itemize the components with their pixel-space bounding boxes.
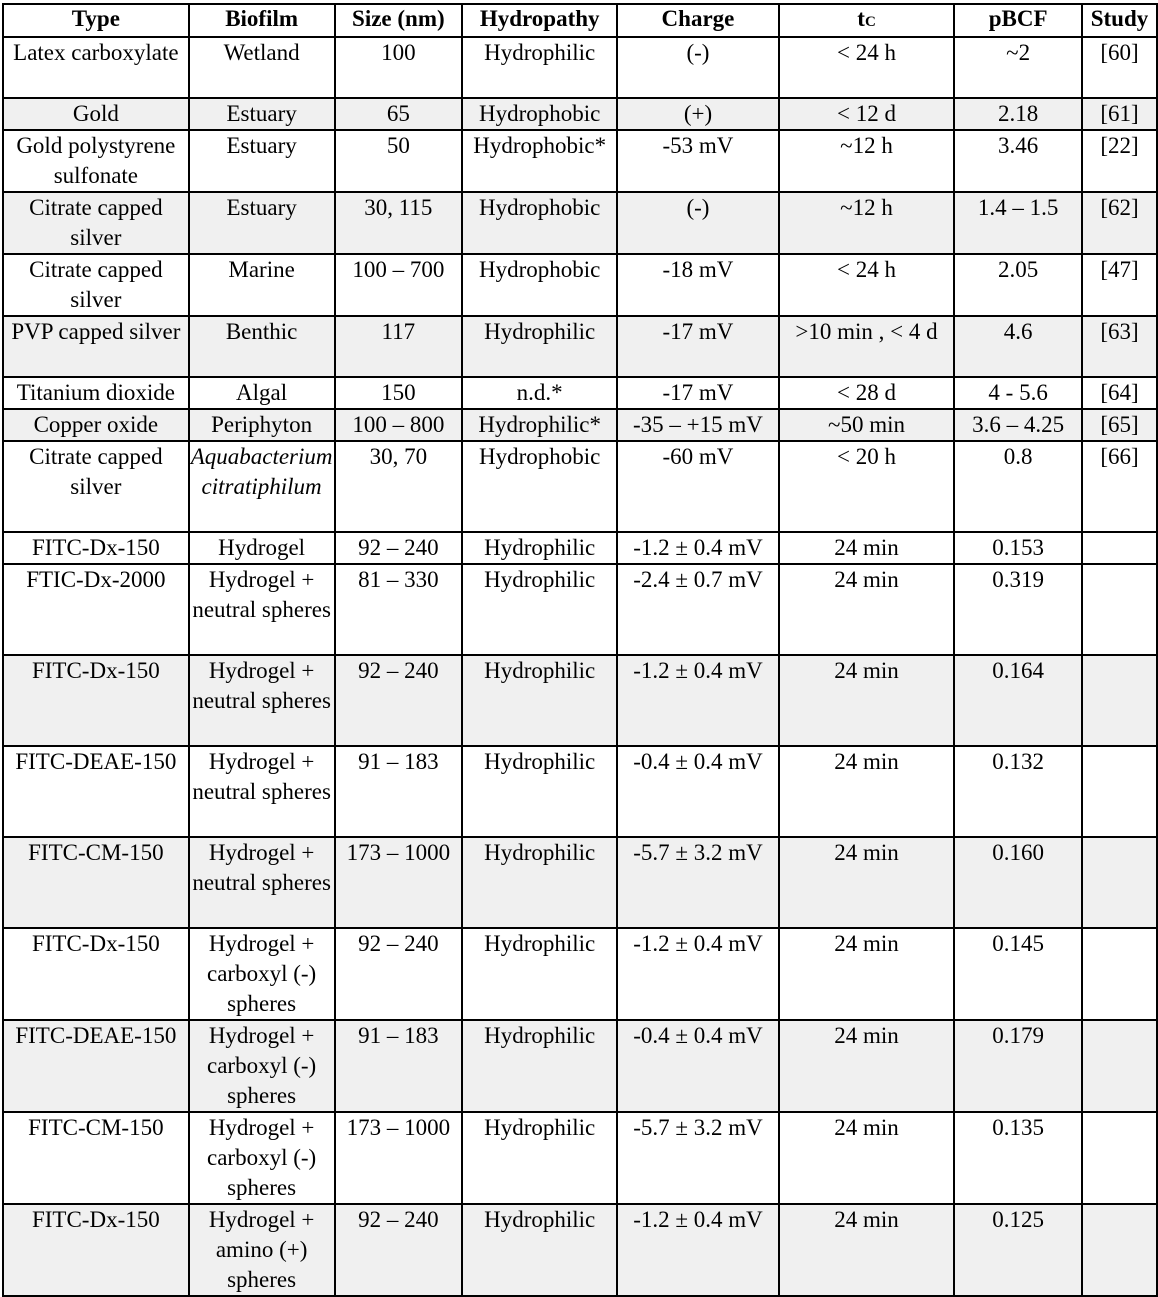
cell-tc: 24 min [779, 532, 954, 564]
cell-hydropathy: n.d.* [462, 377, 617, 409]
cell-hydropathy: Hydrophilic [462, 564, 617, 655]
cell-type: PVP capped silver [3, 316, 189, 377]
cell-tc: ~12 h [779, 192, 954, 254]
cell-size: 92 – 240 [335, 928, 463, 1020]
cell-pbcf: 0.319 [954, 564, 1082, 655]
table-row [3, 1112, 1157, 1204]
cell-study [1082, 1020, 1157, 1112]
cell-study [1082, 1204, 1157, 1296]
cell-hydropathy: Hydrophilic [462, 1204, 617, 1296]
cell-tc: 24 min [779, 837, 954, 928]
cell-charge: -2.4 ± 0.7 mV [617, 564, 779, 655]
table-row [3, 746, 1157, 837]
cell-tc: < 24 h [779, 37, 954, 98]
cell-size: 100 – 800 [335, 409, 463, 441]
cell-tc: ~12 h [779, 130, 954, 192]
cell-size: 100 [335, 37, 463, 98]
cell-size: 91 – 183 [335, 746, 463, 837]
cell-type: FITC-DEAE-150 [3, 1020, 189, 1112]
cell-pbcf: 3.46 [954, 130, 1082, 192]
table-row [3, 837, 1157, 928]
cell-pbcf: ~2 [954, 37, 1082, 98]
table-row [3, 409, 1157, 441]
cell-study [1082, 1112, 1157, 1204]
header-row [3, 4, 1157, 37]
cell-biofilm: Hydrogel + carboxyl (-) spheres [189, 1112, 335, 1204]
cell-charge: -5.7 ± 3.2 mV [617, 1112, 779, 1204]
table-row [3, 37, 1157, 98]
cell-hydropathy: Hydrophobic [462, 254, 617, 316]
cell-biofilm: Periphyton [189, 409, 335, 441]
cell-pbcf: 0.132 [954, 746, 1082, 837]
cell-charge: -1.2 ± 0.4 mV [617, 532, 779, 564]
cell-type: Gold polystyrene sulfonate [3, 130, 189, 192]
header-tc [779, 4, 954, 37]
header-study: Study [1082, 4, 1157, 37]
cell-tc: ~50 min [779, 409, 954, 441]
table-row [3, 655, 1157, 746]
cell-study: [61] [1082, 98, 1157, 130]
header-biofilm: Biofilm [189, 4, 335, 37]
cell-type: FITC-DEAE-150 [3, 746, 189, 837]
cell-tc: 24 min [779, 655, 954, 746]
cell-size: 100 – 700 [335, 254, 463, 316]
cell-biofilm: Hydrogel + neutral spheres [189, 837, 335, 928]
cell-charge: (-) [617, 192, 779, 254]
cell-charge: -1.2 ± 0.4 mV [617, 1204, 779, 1296]
cell-biofilm: Hydrogel + neutral spheres [189, 564, 335, 655]
cell-type: Titanium dioxide [3, 377, 189, 409]
cell-size: 91 – 183 [335, 1020, 463, 1112]
cell-charge: -18 mV [617, 254, 779, 316]
cell-size: 50 [335, 130, 463, 192]
cell-hydropathy: Hydrophilic [462, 1020, 617, 1112]
table-row [3, 316, 1157, 377]
cell-tc: 24 min [779, 1112, 954, 1204]
cell-type: Gold [3, 98, 189, 130]
cell-type: FITC-Dx-150 [3, 655, 189, 746]
cell-size: 92 – 240 [335, 532, 463, 564]
cell-biofilm: Hydrogel + amino (+) spheres [189, 1204, 335, 1296]
cell-study: [63] [1082, 316, 1157, 377]
header-charge: Charge [617, 4, 779, 37]
cell-size: 81 – 330 [335, 564, 463, 655]
cell-pbcf: 0.179 [954, 1020, 1082, 1112]
table-body [3, 37, 1157, 1296]
cell-charge: -60 mV [617, 441, 779, 532]
header-tc-sub: C [864, 14, 876, 30]
cell-biofilm: Algal [189, 377, 335, 409]
table-row [3, 130, 1157, 192]
cell-charge: (+) [617, 98, 779, 130]
cell-study: [47] [1082, 254, 1157, 316]
table-row [3, 441, 1157, 532]
cell-pbcf: 4.6 [954, 316, 1082, 377]
cell-type: FTIC-Dx-2000 [3, 564, 189, 655]
cell-charge: -0.4 ± 0.4 mV [617, 1020, 779, 1112]
cell-study [1082, 564, 1157, 655]
cell-hydropathy: Hydrophilic [462, 655, 617, 746]
cell-pbcf: 2.18 [954, 98, 1082, 130]
cell-study [1082, 532, 1157, 564]
cell-biofilm: Wetland [189, 37, 335, 98]
cell-type: FITC-Dx-150 [3, 928, 189, 1020]
table-row [3, 98, 1157, 130]
cell-tc: < 28 d [779, 377, 954, 409]
cell-hydropathy: Hydrophilic [462, 837, 617, 928]
nanoparticle-biofilm-table [2, 3, 1158, 1297]
header-type: Type [3, 4, 189, 37]
cell-biofilm: Benthic [189, 316, 335, 377]
cell-size: 173 – 1000 [335, 1112, 463, 1204]
cell-biofilm: Marine [189, 254, 335, 316]
cell-hydropathy: Hydrophilic* [462, 409, 617, 441]
cell-hydropathy: Hydrophilic [462, 928, 617, 1020]
cell-study: [62] [1082, 192, 1157, 254]
cell-charge: -0.4 ± 0.4 mV [617, 746, 779, 837]
cell-size: 30, 70 [335, 441, 463, 532]
cell-size: 92 – 240 [335, 1204, 463, 1296]
cell-tc: >10 min , < 4 d [779, 316, 954, 377]
cell-pbcf: 0.145 [954, 928, 1082, 1020]
cell-pbcf: 3.6 – 4.25 [954, 409, 1082, 441]
cell-study: [65] [1082, 409, 1157, 441]
cell-biofilm: Hydrogel [189, 532, 335, 564]
cell-type: Copper oxide [3, 409, 189, 441]
cell-hydropathy: Hydrophilic [462, 746, 617, 837]
cell-charge: -1.2 ± 0.4 mV [617, 928, 779, 1020]
cell-hydropathy: Hydrophilic [462, 37, 617, 98]
cell-type: FITC-CM-150 [3, 1112, 189, 1204]
cell-charge: -53 mV [617, 130, 779, 192]
cell-pbcf: 0.160 [954, 837, 1082, 928]
cell-biofilm: Estuary [189, 192, 335, 254]
table-row [3, 192, 1157, 254]
cell-tc: < 24 h [779, 254, 954, 316]
cell-hydropathy: Hydrophobic [462, 192, 617, 254]
cell-tc: 24 min [779, 746, 954, 837]
cell-hydropathy: Hydrophobic* [462, 130, 617, 192]
header-size: Size (nm) [335, 4, 463, 37]
cell-biofilm: Aquabacterium citratiphilum [189, 441, 335, 532]
cell-biofilm: Estuary [189, 98, 335, 130]
cell-tc: 24 min [779, 564, 954, 655]
cell-study [1082, 655, 1157, 746]
cell-pbcf: 0.125 [954, 1204, 1082, 1296]
cell-biofilm: Hydrogel + carboxyl (-) spheres [189, 928, 335, 1020]
cell-size: 150 [335, 377, 463, 409]
cell-study: [22] [1082, 130, 1157, 192]
cell-pbcf: 1.4 – 1.5 [954, 192, 1082, 254]
cell-study: [66] [1082, 441, 1157, 532]
cell-pbcf: 0.135 [954, 1112, 1082, 1204]
table-row [3, 254, 1157, 316]
cell-size: 65 [335, 98, 463, 130]
cell-hydropathy: Hydrophilic [462, 532, 617, 564]
table-row [3, 377, 1157, 409]
cell-pbcf: 4 - 5.6 [954, 377, 1082, 409]
cell-study [1082, 928, 1157, 1020]
header-pbcf: pBCF [954, 4, 1082, 37]
cell-pbcf: 2.05 [954, 254, 1082, 316]
header-hydropathy: Hydropathy [462, 4, 617, 37]
cell-tc: 24 min [779, 1020, 954, 1112]
cell-pbcf: 0.153 [954, 532, 1082, 564]
cell-type: FITC-Dx-150 [3, 532, 189, 564]
header-tc-main: t [857, 6, 865, 31]
cell-type: FITC-CM-150 [3, 837, 189, 928]
table-row [3, 928, 1157, 1020]
cell-size: 30, 115 [335, 192, 463, 254]
cell-biofilm: Hydrogel + carboxyl (-) spheres [189, 1020, 335, 1112]
cell-study: [60] [1082, 37, 1157, 98]
cell-type: Citrate capped silver [3, 254, 189, 316]
cell-size: 92 – 240 [335, 655, 463, 746]
cell-charge: -17 mV [617, 377, 779, 409]
cell-study [1082, 837, 1157, 928]
cell-charge: -35 – +15 mV [617, 409, 779, 441]
cell-charge: -5.7 ± 3.2 mV [617, 837, 779, 928]
cell-size: 117 [335, 316, 463, 377]
cell-biofilm: Hydrogel + neutral spheres [189, 746, 335, 837]
cell-size: 173 – 1000 [335, 837, 463, 928]
cell-biofilm: Estuary [189, 130, 335, 192]
cell-tc: 24 min [779, 1204, 954, 1296]
cell-charge: -17 mV [617, 316, 779, 377]
cell-pbcf: 0.164 [954, 655, 1082, 746]
table-row [3, 532, 1157, 564]
cell-biofilm: Hydrogel + neutral spheres [189, 655, 335, 746]
cell-study [1082, 746, 1157, 837]
table-row [3, 1204, 1157, 1296]
cell-hydropathy: Hydrophilic [462, 316, 617, 377]
table-row [3, 564, 1157, 655]
cell-charge: (-) [617, 37, 779, 98]
cell-type: Citrate capped silver [3, 441, 189, 532]
cell-type: Citrate capped silver [3, 192, 189, 254]
table-row [3, 1020, 1157, 1112]
cell-hydropathy: Hydrophobic [462, 441, 617, 532]
cell-pbcf: 0.8 [954, 441, 1082, 532]
cell-tc: 24 min [779, 928, 954, 1020]
cell-hydropathy: Hydrophobic [462, 98, 617, 130]
cell-type: FITC-Dx-150 [3, 1204, 189, 1296]
cell-study: [64] [1082, 377, 1157, 409]
cell-tc: < 20 h [779, 441, 954, 532]
cell-tc: < 12 d [779, 98, 954, 130]
cell-hydropathy: Hydrophilic [462, 1112, 617, 1204]
cell-type: Latex carboxylate [3, 37, 189, 98]
cell-charge: -1.2 ± 0.4 mV [617, 655, 779, 746]
